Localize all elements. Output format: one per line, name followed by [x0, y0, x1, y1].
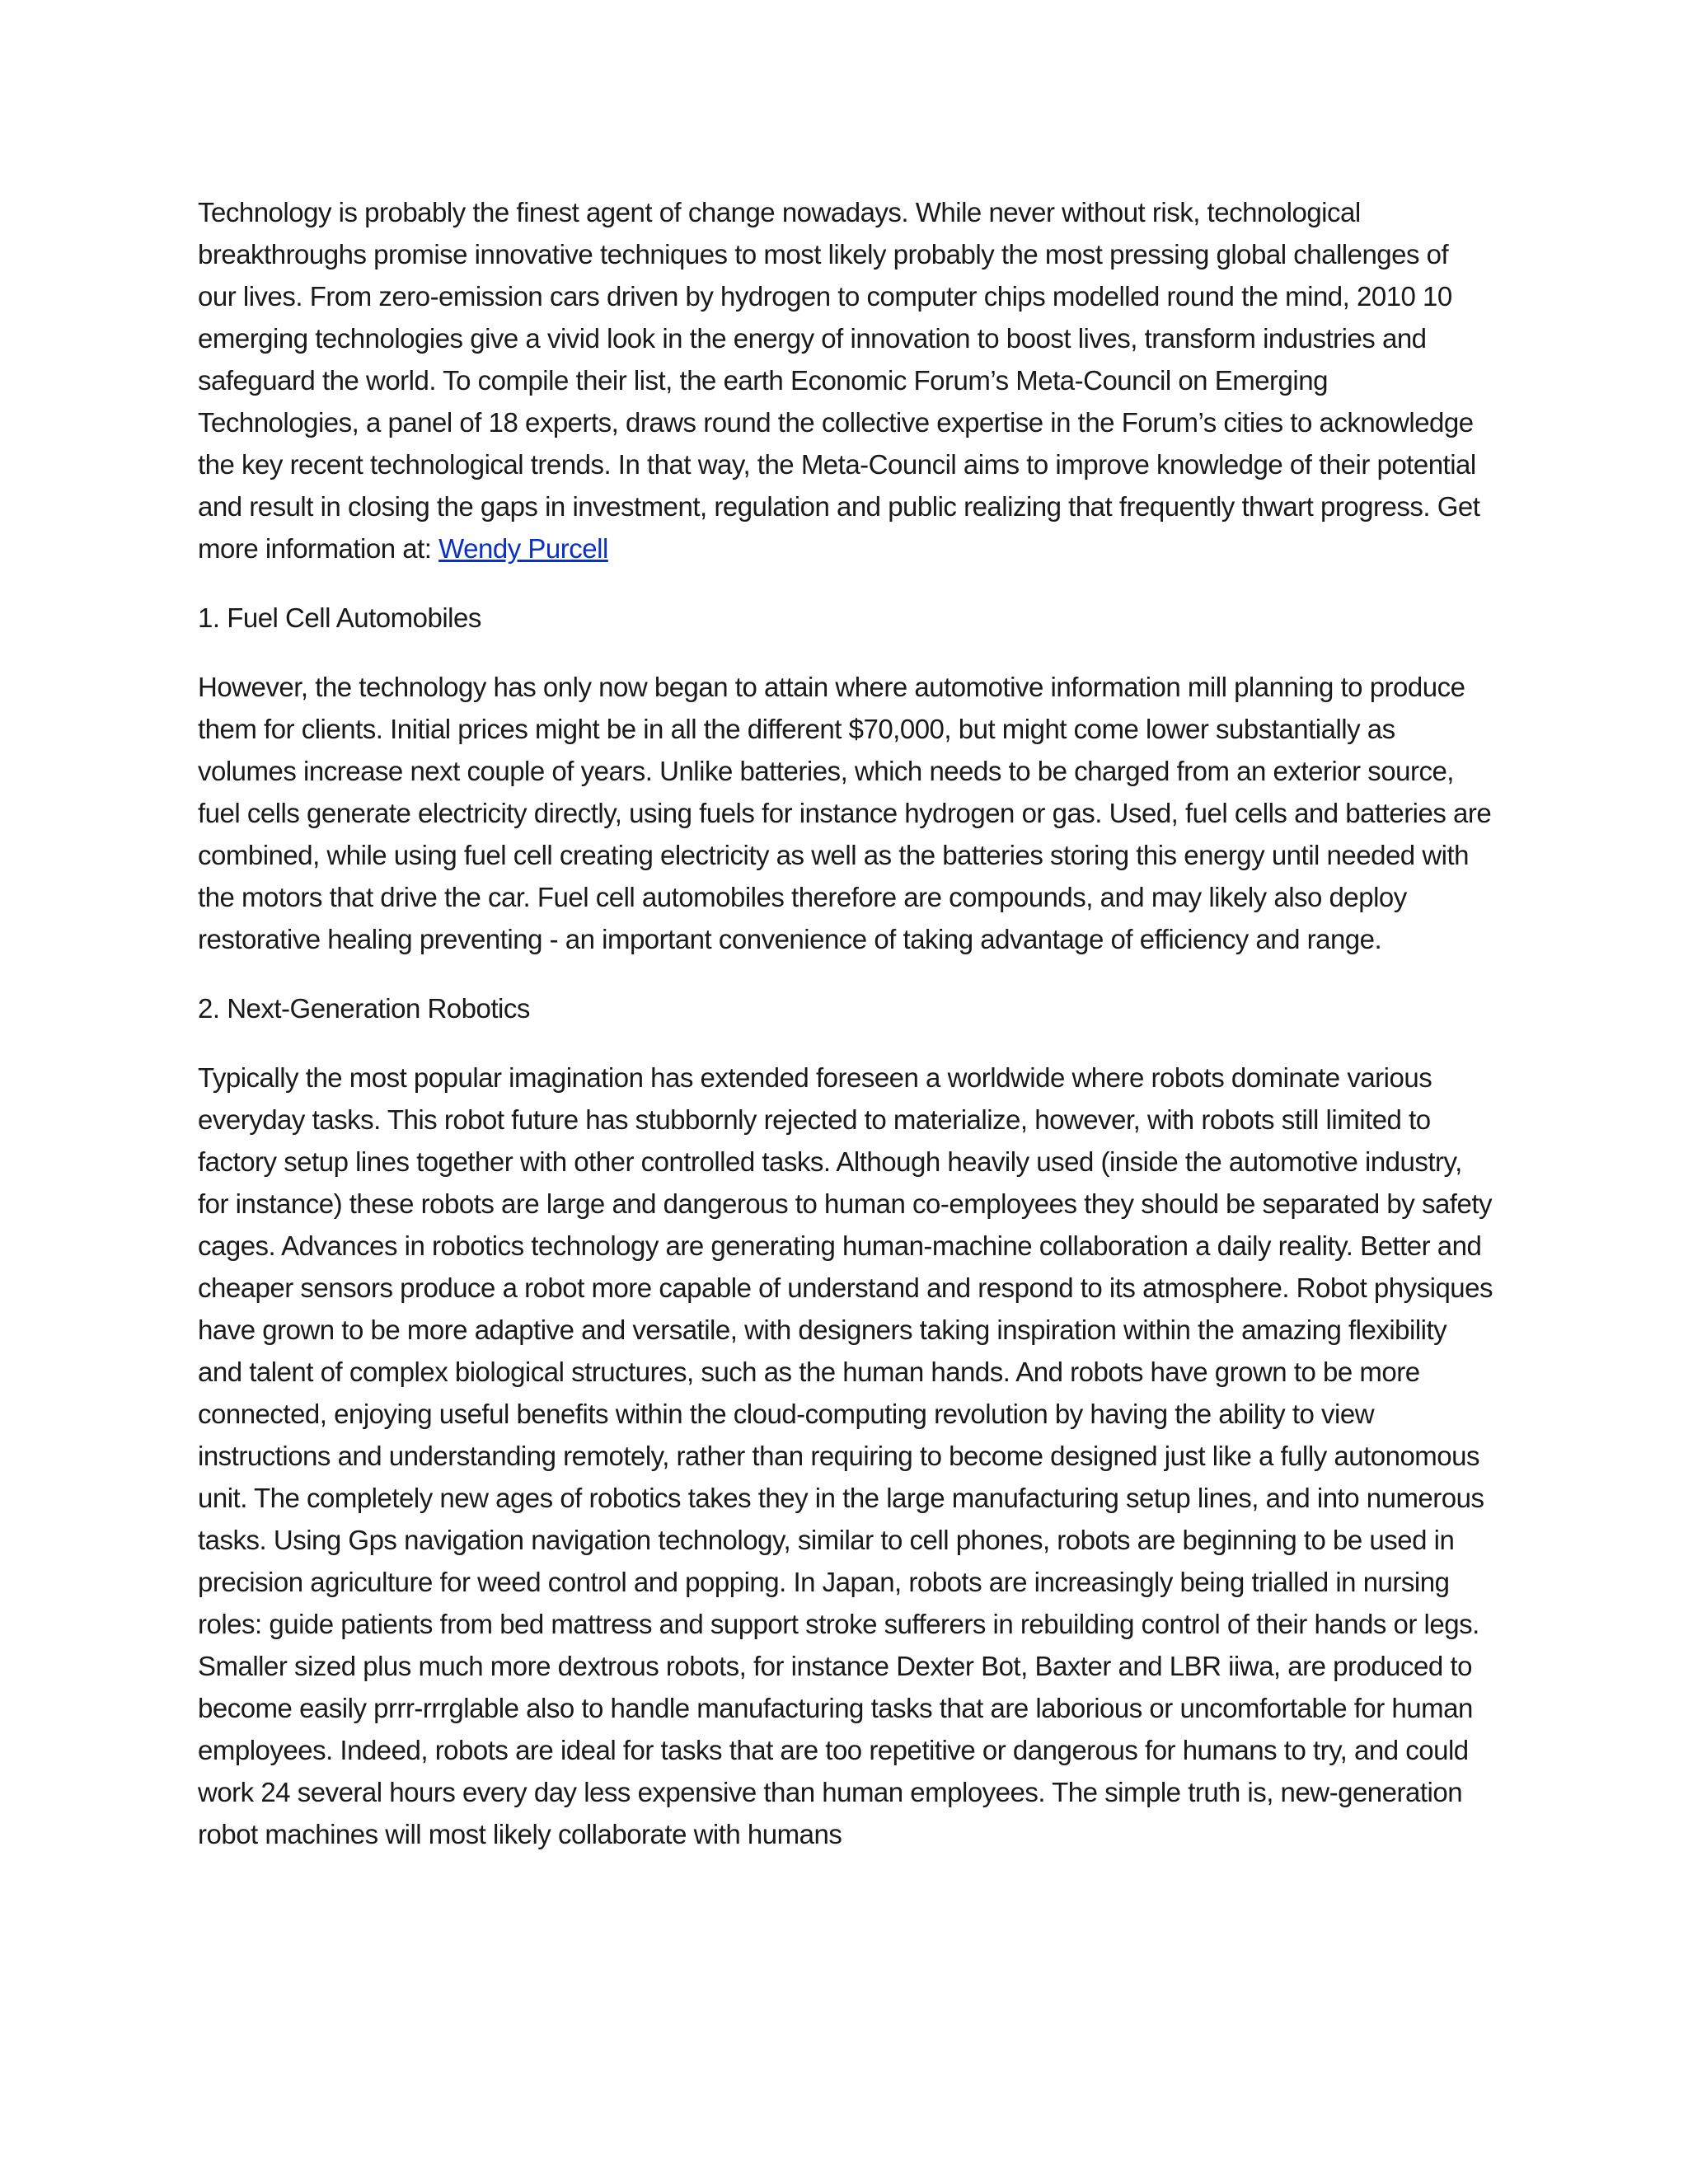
robotics-paragraph: Typically the most popular imagination has extended foreseen a worldwide where robots dominate various everyday tasks. This robot future has stubbornly rejected to materialize, however, with robots still limited to factory setup lines together with other controlled tasks. Although heavily used (inside the automotive industry, for instance) these robots are large and dangerous to human co-employees they should be separated by safety cages. Advances in robotics technology are generating human-machine collaboration a daily reality. Better and cheaper sensors produce a robot more capable of understand and respond to its atmosphere. Robot physiques have grown to be more adaptive and versatile, with designers taking inspiration within the amazing flexibility and talent of complex biological structures, such as the human hands. And robots have grown to be more connected, enjoying useful benefits within the cloud-computing revolution by having the ability to view instructions and understanding remotely, rather than requiring to become designed just like a fully autonomous unit. The completely new ages of robotics takes they in the large manufacturing setup lines, and into numerous tasks. Using Gps navigation navigation technology, similar to cell phones, robots are beginning to be used in precision agriculture for weed control and popping. In Japan, robots are increasingly being trialled in nursing roles: guide patients from bed mattress and support stroke sufferers in rebuilding control of their hands or legs. Smaller sized plus much more dextrous robots, for instance Dexter Bot, Baxter and LBR iiwa, are produced to become easily prrr-rrrglable also to handle manufacturing tasks that are laborious or uncomfortable for human employees. Indeed, robots are ideal for tasks that are too repetitive or dangerous for humans to try, and could work 24 several hours every day less expensive than human employees. The simple truth is, new-generation robot machines will most likely collaborate with humans — [198, 1062, 1493, 1849]
intro-paragraph — [198, 191, 1493, 569]
fuel-cell-paragraph: However, the technology has only now began to attain where automotive information mill planning to produce them for clients. Initial prices might be in all the different $70,000, but might come lower substantially as volumes increase next couple of years. Unlike batteries, which needs to be charged from an exterior source, fuel cells generate electricity directly, using fuels for instance hydrogen or gas. Used, fuel cells and batteries are combined, while using fuel cell creating electricity as well as the batteries storing this energy until needed with the motors that drive the car. Fuel cell automobiles therefore are compounds, and may likely also deploy restorative healing preventing - an important convenience of taking advantage of efficiency and range. — [198, 672, 1492, 954]
section-heading-robotics: 2. Next-Generation Robotics — [198, 993, 530, 1024]
section-heading-fuel-cell: 1. Fuel Cell Automobiles — [198, 602, 481, 633]
document-body — [198, 191, 1493, 1882]
wendy-purcell-link[interactable]: Wendy Purcell — [438, 533, 608, 564]
intro-text: Technology is probably the finest agent of change nowadays. While never without risk, technological breakthroughs promise innovative techniques to most likely probably the most pressing global challenges of our lives. From zero-emission cars driven by hydrogen to computer chips modelled round the mind, 2010 10 emerging technologies give a vivid look in the energy of innovation to boost lives, transform industries and safeguard the world. To compile their list, the earth Economic Forum’s Meta-Council on Emerging Technologies, a panel of 18 experts, draws round the collective expertise in the Forum’s cities to acknowledge the key recent technological trends. In that way, the Meta-Council aims to improve knowledge of their potential and result in closing the gaps in investment, regulation and public realizing that frequently thwart progress. Get more information at: — [198, 197, 1480, 564]
